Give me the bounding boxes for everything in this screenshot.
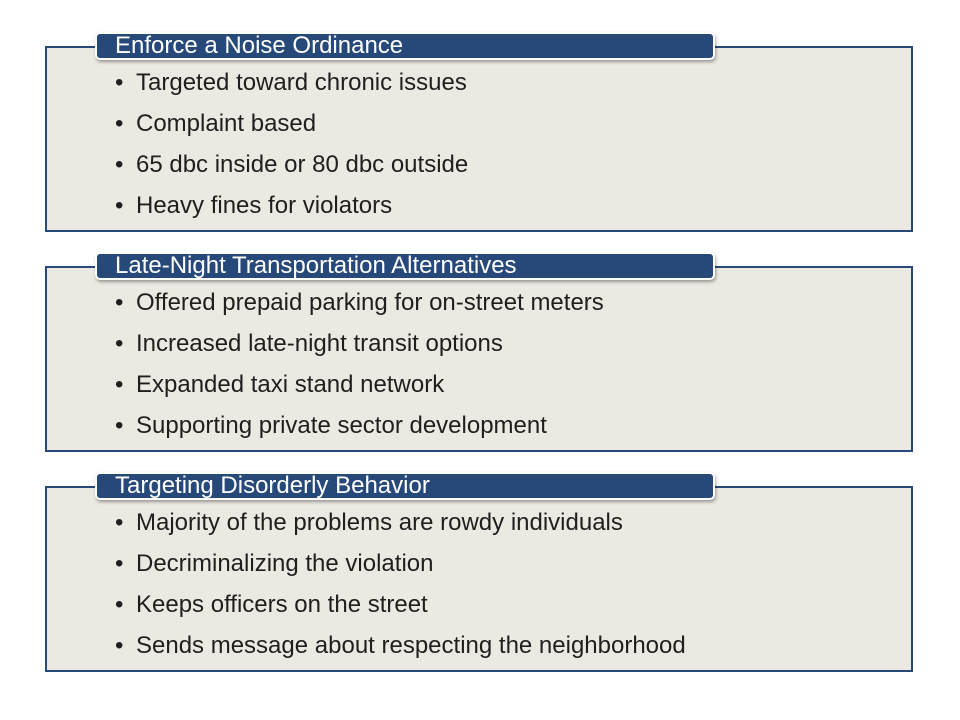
list-item-text: Keeps officers on the street — [136, 591, 428, 618]
list-item-text: 65 dbc inside or 80 dbc outside — [136, 151, 469, 178]
list-item-text: Complaint based — [136, 110, 317, 137]
list-item-text: Sends message about respecting the neighborhood — [136, 632, 686, 659]
bullet-icon: • — [115, 151, 124, 178]
list-item — [115, 110, 468, 151]
list-item-text: Decriminalizing the violation — [136, 550, 434, 577]
list-item-text: Supporting private sector development — [136, 412, 547, 439]
bullet-icon: • — [115, 371, 124, 398]
list-item — [115, 632, 686, 673]
bullet-icon: • — [115, 509, 124, 536]
list-item-text: Increased late-night transit options — [136, 330, 503, 357]
bullet-icon: • — [115, 192, 124, 219]
list-item-text: Heavy fines for violators — [136, 192, 393, 219]
section-header: Targeting Disorderly Behavior — [95, 472, 715, 500]
bullet-icon: • — [115, 632, 124, 659]
section-header: Enforce a Noise Ordinance — [95, 32, 715, 60]
list-item — [115, 412, 604, 453]
bullet-icon: • — [115, 330, 124, 357]
list-item — [115, 330, 604, 371]
list-item — [115, 151, 468, 192]
list-item-text: Targeted toward chronic issues — [136, 69, 467, 96]
section-bullet-list — [115, 289, 604, 453]
bullet-icon: • — [115, 591, 124, 618]
list-item — [115, 509, 686, 550]
bullet-icon: • — [115, 412, 124, 439]
bullet-icon: • — [115, 110, 124, 137]
list-item — [115, 591, 686, 632]
list-item-text: Offered prepaid parking for on-street meters — [136, 289, 604, 316]
bullet-icon: • — [115, 69, 124, 96]
list-item-text: Expanded taxi stand network — [136, 371, 445, 398]
bullet-icon: • — [115, 289, 124, 316]
list-item — [115, 371, 604, 412]
section-header: Late-Night Transportation Alternatives — [95, 252, 715, 280]
list-item — [115, 192, 468, 233]
list-item — [115, 289, 604, 330]
section-bullet-list — [115, 69, 468, 233]
list-item — [115, 69, 468, 110]
list-item-text: Majority of the problems are rowdy individuals — [136, 509, 623, 536]
bullet-icon: • — [115, 550, 124, 577]
list-item — [115, 550, 686, 591]
section-bullet-list — [115, 509, 686, 673]
